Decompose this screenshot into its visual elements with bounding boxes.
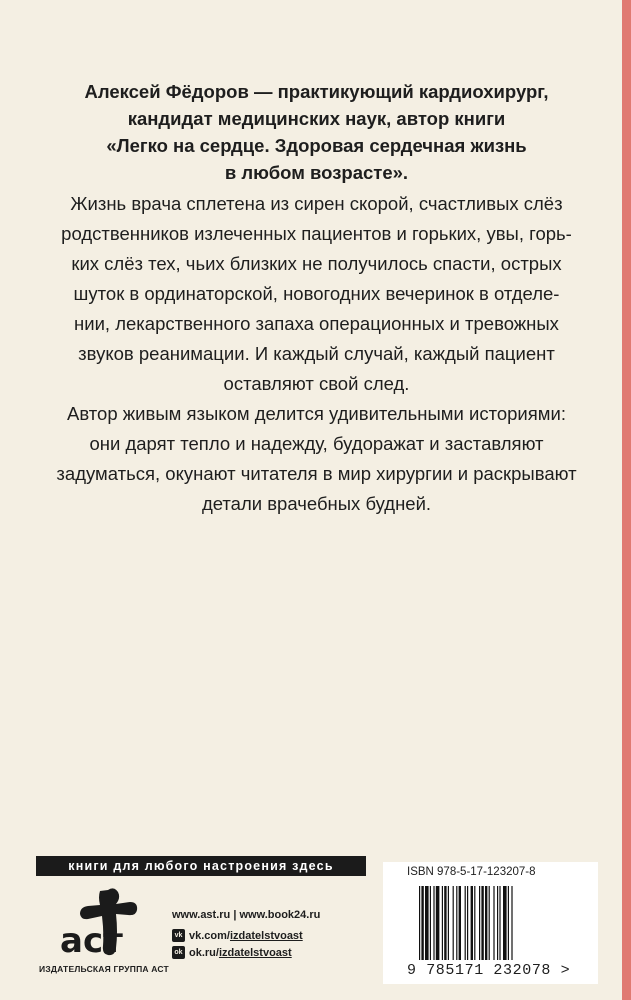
isbn-label: ISBN 978-5-17-123207-8 xyxy=(407,866,536,878)
ok-icon: ok xyxy=(172,946,185,959)
vk-link[interactable] xyxy=(172,929,382,942)
paragraph-2 xyxy=(30,399,603,519)
publisher-links xyxy=(172,909,382,959)
paragraph-line: задуматься, окунают читателя в мир хирургии и раскрывают xyxy=(56,463,577,484)
intro-line: Алексей Фёдоров — практикующий кардиохирург, xyxy=(84,81,549,102)
vk-handle: izdatelstvoast xyxy=(229,929,303,942)
paragraph-line: звуков реанимации. И каждый случай, каждый пациент xyxy=(78,343,555,364)
ast-logo-icon xyxy=(56,886,152,962)
paragraph-1 xyxy=(30,189,603,399)
intro-line: в любом возрасте». xyxy=(224,162,409,183)
spine-stripe xyxy=(622,0,631,1000)
websites-link[interactable]: www.ast.ru | www.book24.ru xyxy=(172,909,321,921)
paragraph-line: шуток в ординаторской, новогодних вечеринок в отделе- xyxy=(73,283,560,304)
barcode-digits: 9 785171 232078 > xyxy=(407,962,571,979)
back-cover-text xyxy=(30,78,603,519)
logo-letters: аст xyxy=(60,921,123,961)
intro-line: кандидат медицинских наук, автор книги xyxy=(127,108,506,129)
isbn-barcode-box xyxy=(383,862,598,984)
ok-prefix: ok.ru/ xyxy=(189,946,219,959)
vk-prefix: vk.com/ xyxy=(189,929,230,942)
publisher-logo xyxy=(36,886,172,982)
paragraph-line: они дарят тепло и надежду, будоражат и заставляют xyxy=(89,433,544,454)
series-tagline: книги для любого настроения здесь xyxy=(36,856,366,876)
paragraph-line: оставляют свой след. xyxy=(223,373,410,394)
paragraph-line: Автор живым языком делится удивительными историями: xyxy=(67,403,566,424)
paragraph-line: Жизнь врача сплетена из сирен скорой, счастливых слёз xyxy=(70,193,563,214)
publisher-name: ИЗДАТЕЛЬСКАЯ ГРУППА АСТ xyxy=(39,964,169,974)
paragraph-line: ких слёз тех, чьих близких не получилось спасти, острых xyxy=(71,253,562,274)
ok-handle: izdatelstvoast xyxy=(218,946,292,959)
paragraph-line: родственников излеченных пациентов и горьких, увы, горь- xyxy=(61,223,572,244)
author-intro xyxy=(30,78,603,186)
ok-link[interactable] xyxy=(172,946,382,959)
vk-icon: vk xyxy=(172,929,185,942)
intro-line: «Легко на сердце. Здоровая сердечная жизнь xyxy=(106,135,527,156)
paragraph-line: детали врачебных будней. xyxy=(201,493,432,514)
paragraph-line: нии, лекарственного запаха операционных и тревожных xyxy=(74,313,559,334)
barcode-graphic xyxy=(419,886,569,960)
